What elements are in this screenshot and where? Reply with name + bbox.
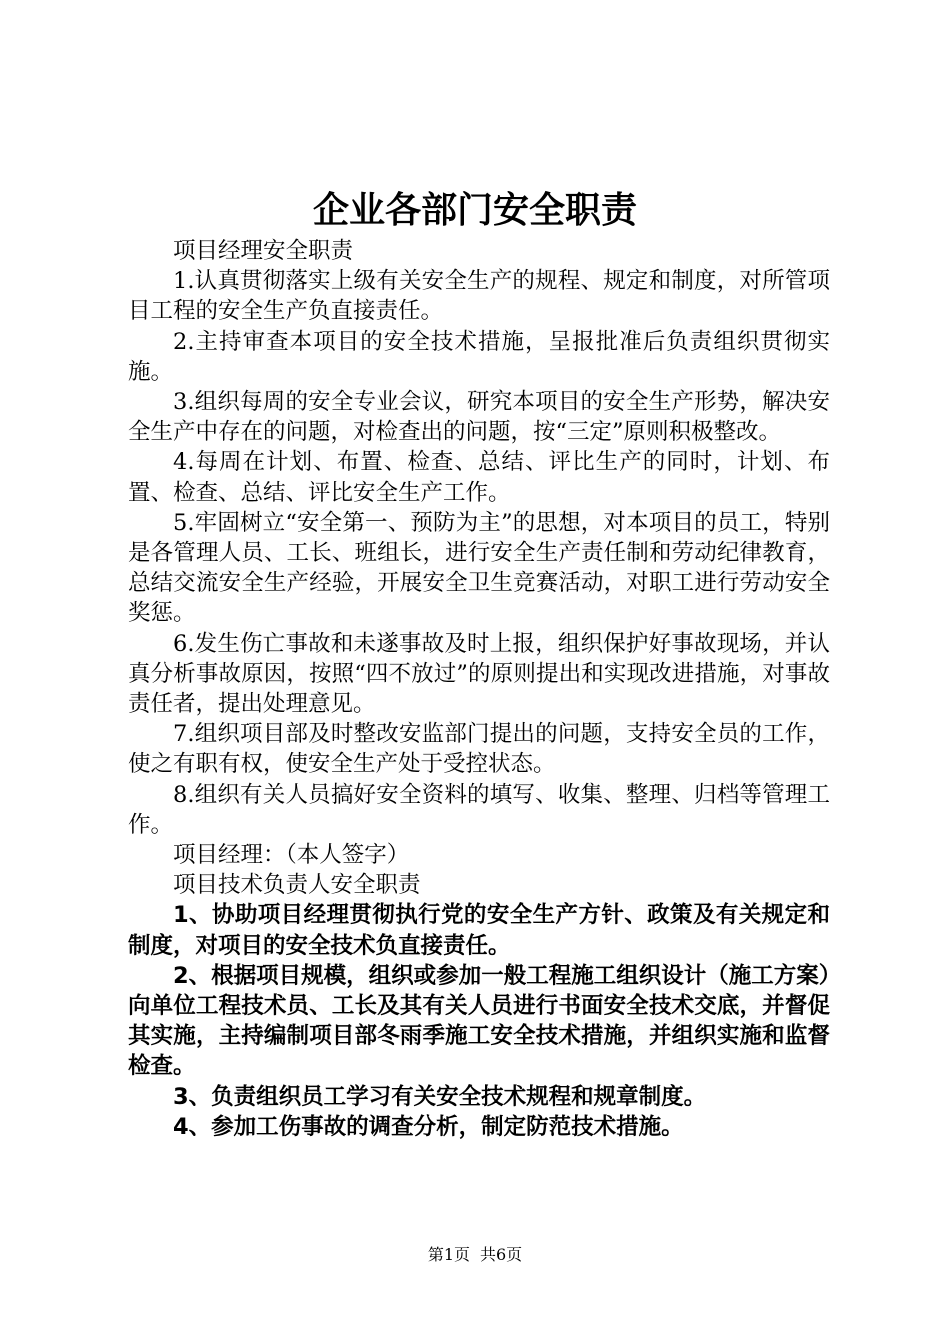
tech-duty-item-4: 4、参加工伤事故的调查分析，制定防范技术措施。 — [173, 1113, 684, 1140]
duty-item-3: 3.组织每周的安全专业会议，研究本项目的安全生产形势，解决安全生产中存在的问题，对检查出的问题，按“三定”原则积极整改。 — [128, 389, 830, 446]
document-title: 企业各部门安全职责 — [312, 189, 637, 231]
duty-item-7: 7.组织项目部及时整改安监部门提出的问题，支持安全员的工作，使之有职有权，使安全生产处于受控状态。 — [128, 721, 830, 778]
duty-item-1: 1.认真贯彻落实上级有关安全生产的规程、规定和制度，对所管项目工程的安全生产负直接责任。 — [128, 268, 830, 325]
document-body — [128, 236, 830, 1142]
section-heading-technical-lead: 项目技术负责人安全职责 — [173, 872, 421, 899]
duty-item-2: 2.主持审查本项目的安全技术措施，呈报批准后负责组织贯彻实施。 — [128, 328, 830, 385]
page-total: 共6页 — [480, 1245, 523, 1264]
duty-item-6: 6.发生伤亡事故和未遂事故及时上报，组织保护好事故现场，并认真分析事故原因，按照“四不放过”的原则提出和实现改进措施，对事故责任者，提出处理意见。 — [128, 630, 830, 718]
tech-duty-item-1: 1、协助项目经理贯彻执行党的安全生产方针、政策及有关规定和制度，对项目的安全技术负直接责任。 — [128, 902, 830, 959]
signature-line: 项目经理：（本人签字） — [173, 842, 410, 869]
duty-item-5: 5.牢固树立“安全第一、预防为主”的思想，对本项目的员工，特别是各管理人员、工长、班组长，进行安全生产责任制和劳动纪律教育，总结交流安全生产经验，开展安全卫生竞赛活动，对职工进行劳动安全奖惩。 — [128, 509, 830, 627]
page-number: 第1页 — [427, 1245, 470, 1264]
page-footer — [0, 1244, 950, 1266]
section-heading-project-manager: 项目经理安全职责 — [173, 238, 354, 264]
tech-duty-item-2: 2、根据项目规模，组织或参加一般工程施工组织设计（施工方案）向单位工程技术员、工长及其有关人员进行书面安全技术交底，并督促其实施，主持编制项目部冬雨季施工安全技术措施，并组织实施和监督检查。 — [128, 962, 830, 1080]
tech-duty-item-3: 3、负责组织员工学习有关安全技术规程和规章制度。 — [173, 1083, 707, 1110]
duty-item-8: 8.组织有关人员搞好安全资料的填写、收集、整理、归档等管理工作。 — [128, 781, 830, 838]
duty-item-4: 4.每周在计划、布置、检查、总结、评比生产的同时，计划、布置、检查、总结、评比安全生产工作。 — [128, 449, 830, 506]
